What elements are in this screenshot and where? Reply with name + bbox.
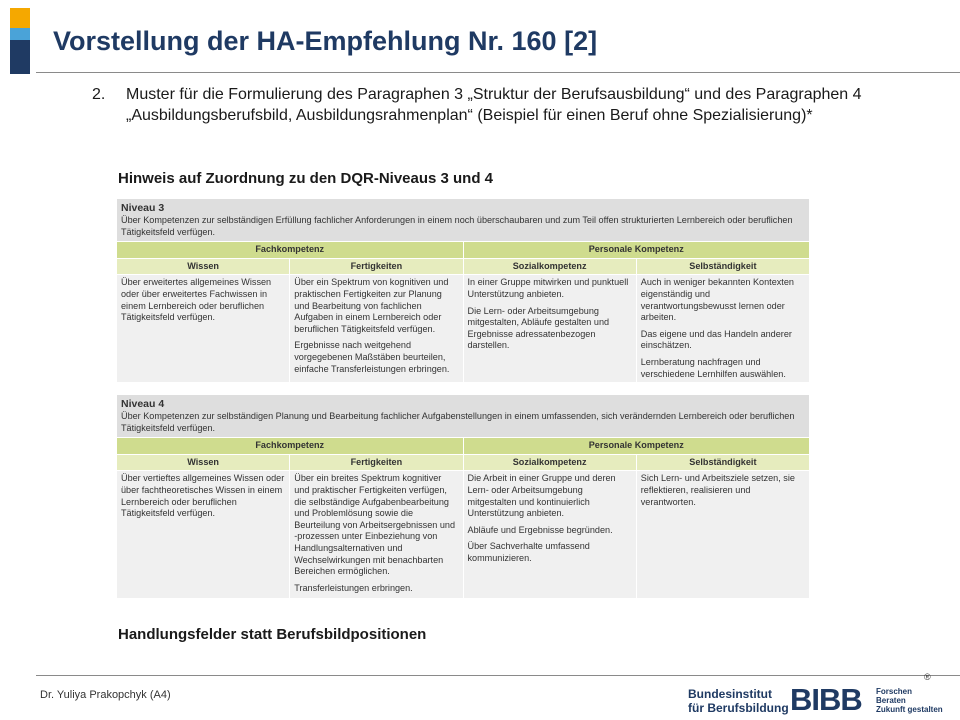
footer-divider: [36, 675, 960, 676]
cell-sozialkompetenz: [463, 275, 636, 383]
group-fachkompetenz: Fachkompetenz: [117, 438, 464, 455]
cell-paragraph: Das eigene und das Handeln anderer einschätzen.: [640, 328, 792, 351]
cell-paragraph: Die Lern- oder Arbeitsumgebung mitgestalten, Abläufe gestalten und Ergebnisse adressatenbezogen darstellen.: [467, 305, 610, 351]
column-header-sozialkompetenz: Sozialkompetenz: [463, 258, 636, 275]
cell-paragraph: Über ein breites Spektrum kognitiver und praktischer Fertigkeiten verfügen, die selbständige Aufgabenbearbeitung und Problemlösung sowie die Beurteilung von Arbeitsergebnissen und -prozessen unter Einbeziehung von Handlungsalternativen und Wechselwirkungen mit benachbarten Bereichen ermöglichen.: [294, 473, 456, 577]
cell-paragraph: In einer Gruppe mitwirken und punktuell Unterstützung anbieten.: [467, 277, 629, 299]
level-title: Niveau 3: [121, 202, 165, 214]
cell-wissen: [117, 471, 290, 599]
registered-mark: ®: [924, 672, 931, 682]
cell-paragraph: Über ein Spektrum von kognitiven und praktischen Fertigkeiten zur Planung und Bearbeitung von fachlichen Aufgaben in einem Lernbereich oder beruflichen Tätigkeitsfeld verfügen.: [294, 277, 449, 334]
list-item: [92, 84, 922, 126]
column-header-selbstaendigkeit: Selbständigkeit: [636, 454, 809, 471]
cell-wissen: [117, 275, 290, 383]
logo-color-bar: [10, 8, 30, 74]
title-divider: [36, 72, 960, 73]
level-header: [117, 199, 810, 242]
handlungsfelder-heading: Handlungsfelder statt Berufsbildpositionen: [118, 626, 427, 643]
cell-paragraph: Lernberatung nachfragen und verschiedene Lernhilfen auswählen.: [640, 356, 786, 379]
footer-author: Dr. Yuliya Prakopchyk (A4): [40, 689, 171, 701]
cell-sozialkompetenz: [463, 471, 636, 599]
tagline-line-2: Beraten: [876, 696, 906, 705]
group-personale-kompetenz: Personale Kompetenz: [463, 438, 810, 455]
cell-paragraph: Sich Lern- und Arbeitsziele setzen, sie reflektieren, realisieren und verantworten.: [640, 473, 795, 507]
dqr-level-4-table: [116, 394, 810, 599]
cell-paragraph: Ergebnisse nach weitgehend vorgegebenen Maßstäben beurteilen, einfache Transferleistungen erbringen.: [294, 340, 450, 374]
cell-paragraph: Über vertieftes allgemeines Wissen oder über fachtheoretisches Wissen in einem Lernbereich oder beruflichen Tätigkeitsfeld verfügen.: [121, 473, 285, 519]
column-header-sozialkompetenz: Sozialkompetenz: [463, 454, 636, 471]
logo-bar-orange: [10, 8, 30, 28]
slide-title: Vorstellung der HA-Empfehlung Nr. 160 [2]: [53, 26, 598, 56]
cell-paragraph: Abläufe und Ergebnisse begründen.: [467, 524, 613, 535]
bibb-wordmark: BIBB: [790, 682, 862, 717]
cell-paragraph: Die Arbeit in einer Gruppe und deren Lern- oder Arbeitsumgebung mitgestalten und kontinuierlich Unterstützung anbieten.: [467, 473, 616, 519]
bibb-logo: [688, 672, 956, 717]
group-fachkompetenz: Fachkompetenz: [117, 242, 464, 259]
cell-paragraph: Transferleistungen erbringen.: [294, 582, 413, 593]
column-header-selbstaendigkeit: Selbständigkeit: [636, 258, 809, 275]
dqr-level-3-table: [116, 198, 810, 383]
column-header-wissen: Wissen: [117, 258, 290, 275]
column-header-wissen: Wissen: [117, 454, 290, 471]
level-title: Niveau 4: [121, 398, 165, 410]
cell-selbstaendigkeit: [636, 471, 809, 599]
list-item-number: 2.: [92, 86, 106, 103]
group-personale-kompetenz: Personale Kompetenz: [463, 242, 810, 259]
column-header-fertigkeiten: Fertigkeiten: [290, 454, 463, 471]
list-item-text: Muster für die Formulierung des Paragraphen 3 „Struktur der Berufsausbildung“ und des Paragraphen 4 „Ausbildungsberufsbild, Ausbildungsrahmenplan“ (Beispiel für einen Beruf ohne Spezialisierung)*: [126, 86, 862, 124]
dqr-hint-heading: Hinweis auf Zuordnung zu den DQR-Niveaus 3 und 4: [118, 170, 494, 187]
cell-paragraph: Über erweitertes allgemeines Wissen oder über erweitertes Fachwissen in einem Lernbereich oder beruflichen Tätigkeitsfeld verfügen.: [121, 277, 272, 323]
logo-bar-navy: [10, 40, 30, 74]
cell-fertigkeiten: [290, 471, 463, 599]
institute-line-2: für Berufsbildung: [688, 701, 789, 715]
level-description: Über Kompetenzen zur selbständigen Planung und Bearbeitung fachlicher Aufgabenstellungen in einem umfassenden, sich verändernden Lernbereich oder beruflichen Tätigkeitsfeld verfügen.: [121, 411, 795, 433]
level-description: Über Kompetenzen zur selbständigen Erfüllung fachlicher Anforderungen in einem noch überschaubaren und zum Teil offen strukturierten Lernbereich oder beruflichen Tätigkeitsfeld verfügen.: [121, 215, 793, 237]
column-header-fertigkeiten: Fertigkeiten: [290, 258, 463, 275]
cell-paragraph: Auch in weniger bekannten Kontexten eigenständig und verantwortungsbewusst lernen oder arbeiten.: [640, 277, 794, 323]
logo-bar-blue: [10, 28, 30, 40]
cell-fertigkeiten: [290, 275, 463, 383]
cell-paragraph: Über Sachverhalte umfassend kommunizieren.: [467, 541, 590, 563]
institute-name: [688, 687, 789, 715]
tagline-line-1: Forschen: [876, 687, 913, 696]
tagline-line-3: Zukunft gestalten: [876, 705, 943, 714]
bibb-tagline: [876, 687, 943, 714]
cell-selbstaendigkeit: [636, 275, 809, 383]
level-header: [117, 395, 810, 438]
institute-line-1: Bundesinstitut: [688, 687, 772, 701]
